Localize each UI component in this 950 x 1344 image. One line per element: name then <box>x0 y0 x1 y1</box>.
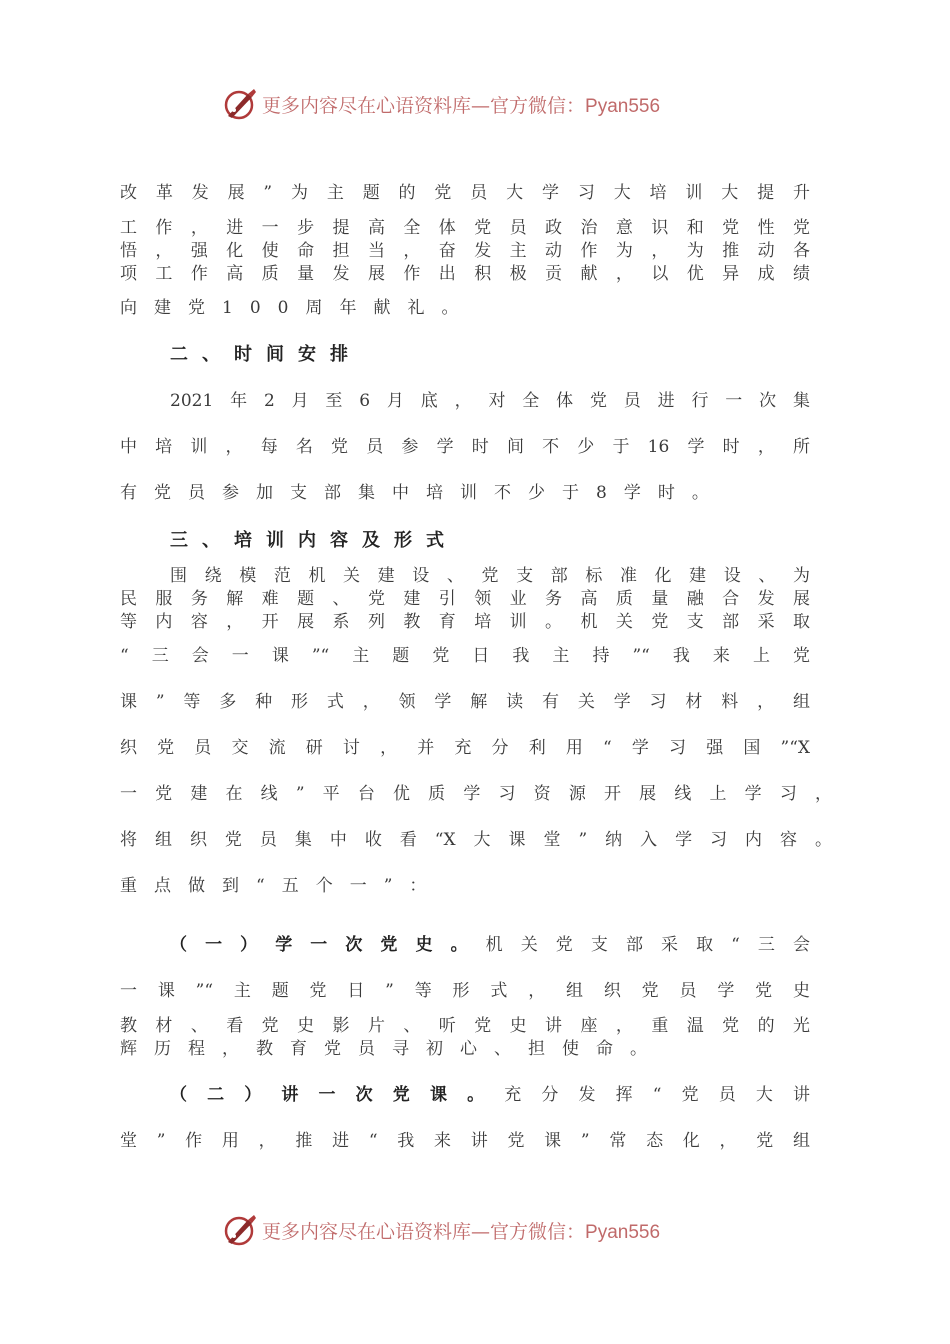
text-line: 课”等多种形式，领学解读有关学习材料，组 <box>120 692 810 712</box>
section-heading: 二、时间安排 <box>170 344 362 365</box>
text-line: 中培训，每名党员参学时间不少于16学时，所 <box>120 437 810 457</box>
text-line: “三会一课”“主题党日我主持”“我来上党 <box>120 646 810 666</box>
text-line: 悟，强化使命担当，奋发主动作为，为推动各 <box>120 241 810 261</box>
text-line: 教材、看党史影片、听党史讲座，重温党的光 <box>120 1016 810 1036</box>
text-line: 改革发展”为主题的党员大学习大培训大提升 <box>120 183 810 203</box>
text-line: 民服务解难题、党建引领业务高质量融合发展 <box>120 589 810 609</box>
text-line: 将组织党员集中收看“X大课堂”纳入学习内容。 <box>120 830 832 850</box>
text-line: 有党员参加支部集中培训不少于8学时。 <box>120 483 726 503</box>
pen-logo-icon <box>222 1212 258 1248</box>
text-line: 堂”作用，推进“我来讲党课”常态化，党组 <box>120 1131 810 1151</box>
text-line: 重点做到“五个一”： <box>120 876 444 896</box>
text-line: 辉历程，教育党员寻初心、担使命。 <box>120 1039 664 1059</box>
text-line: 项工作高质量发展作出积极贡献，以优异成绩 <box>120 264 810 284</box>
section-heading: 三、培训内容及形式 <box>170 530 458 551</box>
text-line <box>170 1084 810 1106</box>
text-line: 织党员交流研讨，并充分利用“学习强国”“X <box>120 738 810 758</box>
item-text: 机关党支部采取“三会 <box>485 935 810 955</box>
item-text: 充分发挥“党员大讲 <box>504 1085 810 1105</box>
text-line: 一课”“主题党日”等形式，组织党员学党史 <box>120 981 810 1001</box>
text-line: 一党建在线”平台优质学习资源开展线上学习， <box>120 784 832 804</box>
text-line: 围绕模范机关建设、党支部标准化建设、为 <box>170 566 810 586</box>
item-lead: （二）讲一次党课。 <box>170 1085 505 1105</box>
footer-watermark <box>222 1212 742 1248</box>
pen-logo-icon <box>222 86 258 122</box>
text-line: 2021年2月至6月底，对全体党员进行一次集 <box>170 391 810 411</box>
watermark-text: 更多内容尽在心语资料库—官方微信：Pyan556 <box>262 1220 661 1243</box>
header-watermark <box>222 86 742 122</box>
text-line: 工作，进一步提高全体党员政治意识和党性党 <box>120 218 810 238</box>
text-line: 等内容，开展系列教育培训。机关党支部采取 <box>120 612 810 632</box>
text-line: 向建党100周年献礼。 <box>120 298 476 318</box>
watermark-text: 更多内容尽在心语资料库—官方微信：Pyan556 <box>262 94 661 117</box>
item-lead: （一）学一次党史。 <box>170 935 486 955</box>
text-line <box>170 934 810 956</box>
